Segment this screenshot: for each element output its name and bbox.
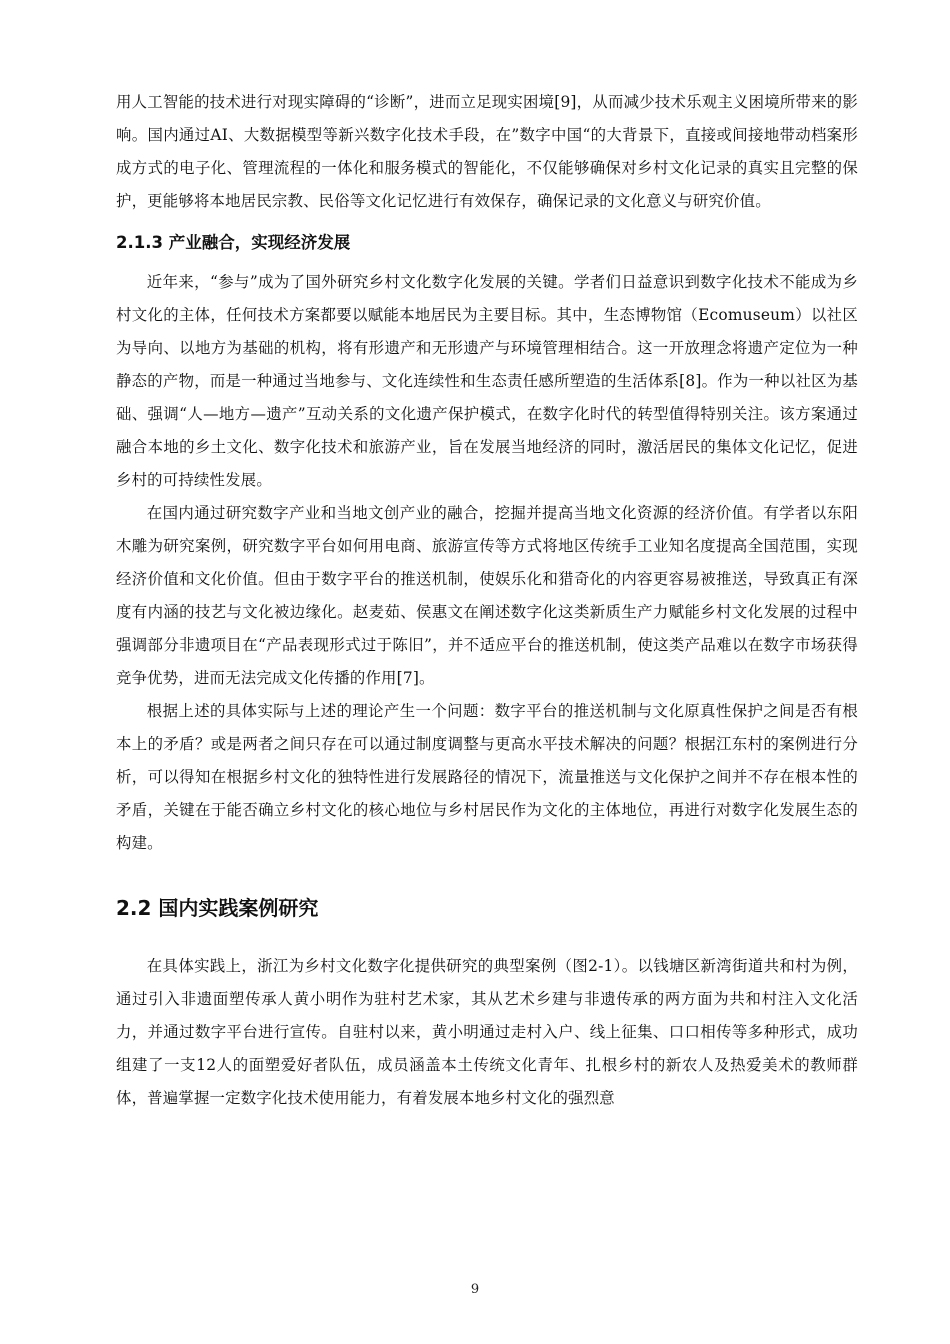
section-heading-2-1-3: 2.1.3 产业融合，实现经济发展 xyxy=(116,232,351,252)
paragraph-participation: 近年来，“参与”成为了国外研究乡村文化数字化发展的关键。学者们日益意识到数字化技术不能成为乡村文化的主体，任何技术方案都要以赋能本地居民为主要目标。其中，生态博物馆（Ecomuseum）以社区为导向、以地方为基础的机构，将有形遗产和无形遗产与环境管理相结合。这一开放理念将遗产定位为一种静态的产物，而是一种通过当地参与、文化连续性和生态责任感所塑造的生活体系[8]。作为一种以社区为基础、强调“人—地方—遗产”互动关系的文化遗产保护模式，在数字化时代的转型值得特别关注。该方案通过融合本地的乡土文化、数字化技术和旅游产业，旨在发展当地经济的同时，激活居民的集体文化记忆，促进乡村的可持续性发展。 xyxy=(116,273,858,489)
section-heading-2-2: 2.2 国内实践案例研究 xyxy=(116,895,319,920)
paragraph-domestic-industry: 在国内通过研究数字产业和当地文创产业的融合，挖掘并提高当地文化资源的经济价值。有学者以东阳木雕为研究案例，研究数字平台如何用电商、旅游宣传等方式将地区传统手工业知名度提高全国范围，实现经济价值和文化价值。但由于数字平台的推送机制，使娱乐化和猎奇化的内容更容易被推送，导致真正有深度有内涵的技艺与文化被边缘化。赵麦茹、侯惠文在阐述数字化这类新质生产力赋能乡村文化发展的过程中强调部分非遗项目在“产品表现形式过于陈旧”，并不适应平台的推送机制，使这类产品难以在数字市场获得竞争优势，进而无法完成文化传播的作用[7]。 xyxy=(116,504,858,687)
paragraph-intro: 用人工智能的技术进行对现实障碍的“诊断”，进而立足现实困境[9]，从而减少技术乐观主义困境所带来的影响。国内通过AI、大数据模型等新兴数字化技术手段，在”数字中国“的大背景下，直接或间接地带动档案形成方式的电子化、管理流程的一体化和服务模式的智能化，不仅能够确保对乡村文化记录的真实且完整的保护，更能够将本地居民宗教、民俗等文化记忆进行有效保存，确保记录的文化意义与研究价值。 xyxy=(116,93,858,210)
paragraph-question: 根据上述的具体实际与上述的理论产生一个问题：数字平台的推送机制与文化原真性保护之间是否有根本上的矛盾？或是两者之间只存在可以通过制度调整与更高水平技术解决的问题？根据江东村的案例进行分析，可以得知在根据乡村文化的独特性进行发展路径的情况下，流量推送与文化保护之间并不存在根本性的矛盾，关键在于能否确立乡村文化的核心地位与乡村居民作为文化的主体地位，再进行对数字化发展生态的构建。 xyxy=(116,702,858,852)
document-page xyxy=(116,86,858,1115)
paragraph-practice-case: 在具体实践上，浙江为乡村文化数字化提供研究的典型案例（图2-1）。以钱塘区新湾街道共和村为例，通过引入非遗面塑传承人黄小明作为驻村艺术家，其从艺术乡建与非遗传承的两方面为共和村注入文化活力，并通过数字平台进行宣传。自驻村以来，黄小明通过走村入户、线上征集、口口相传等多种形式，成功组建了一支12人的面塑爱好者队伍，成员涵盖本土传统文化青年、扎根乡村的新农人及热爱美术的教师群体，普遍掌握一定数字化技术使用能力，有着发展本地乡村文化的强烈意 xyxy=(116,957,858,1107)
page-number: 9 xyxy=(470,1282,480,1297)
